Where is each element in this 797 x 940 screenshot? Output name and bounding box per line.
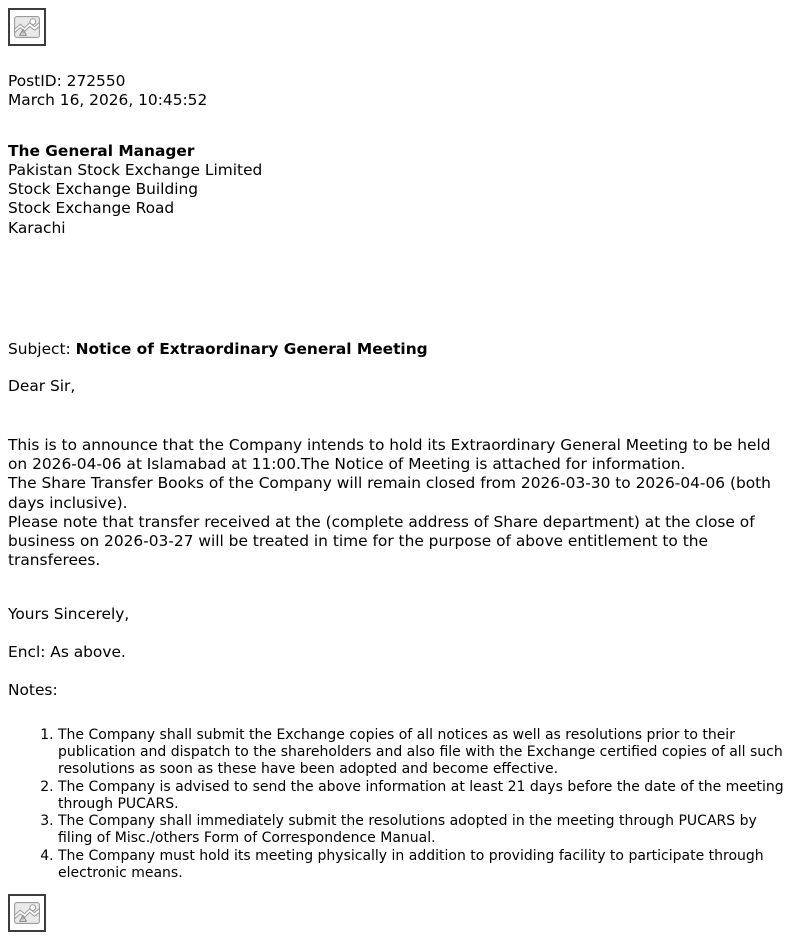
notes-list — [8, 727, 789, 883]
body-sentence: Please note that transfer received at the (complete address of Share department) at the close of business on 2026-03-27 will be treated in time for the purpose of above entitlement to the transferees. — [8, 512, 755, 570]
note-item: 2. The Company is advised to send the above information at least 21 days before the date of the meeting through PUCARS. — [58, 779, 789, 814]
recipient-block — [8, 142, 789, 238]
subject-label: Subject: — [8, 340, 76, 359]
body-sentence: This is to announce that the Company intends to hold its Extraordinary General Meeting to be held on 2026-04-06 at Islamabad at 11:00.The Notice of Meeting is attached for information. — [8, 435, 771, 473]
recipient-name: The General Manager — [8, 141, 195, 160]
recipient-address-line: Stock Exchange Building — [8, 180, 199, 199]
note-item: 3. The Company shall immediately submit the resolutions adopted in the meeting through PUCARS by filing of Misc./others Form of Correspondence Manual. — [58, 813, 789, 848]
note-item: 4. The Company must hold its meeting physically in addition to providing facility to participate through electronic means. — [58, 848, 789, 883]
recipient-address-line: Stock Exchange Road — [8, 199, 175, 218]
body-paragraph — [8, 436, 789, 571]
salutation: Dear Sir, — [8, 377, 76, 396]
enclosure: Encl: As above. — [8, 643, 126, 662]
header-image-placeholder — [8, 8, 46, 46]
post-id: PostID: 272550 — [8, 72, 126, 90]
footer-image-placeholder — [8, 894, 46, 932]
subject-title: Notice of Extraordinary General Meeting — [75, 340, 428, 359]
closing: Yours Sincerely, — [8, 604, 130, 623]
subject-line — [8, 340, 789, 359]
broken-image-icon — [14, 16, 40, 38]
note-item: 1. The Company shall submit the Exchange copies of all notices as well as resolutions prior to their publication and dispatch to the shareholders and also file with the Exchange certified copies of all such resolutions as soon as these have been adopted and become effective. — [58, 727, 789, 779]
notes-label: Notes: — [8, 681, 58, 700]
announcement-document — [8, 8, 789, 932]
body-sentence: The Share Transfer Books of the Company will remain closed from 2026-03-30 to 2026-04-06 (both days inclusive). — [8, 474, 771, 512]
recipient-address-line: Karachi — [8, 218, 66, 237]
post-meta — [8, 72, 789, 111]
post-date: March 16, 2026, 10:45:52 — [8, 91, 208, 110]
broken-image-icon — [14, 902, 40, 924]
recipient-address-line: Pakistan Stock Exchange Limited — [8, 160, 263, 179]
